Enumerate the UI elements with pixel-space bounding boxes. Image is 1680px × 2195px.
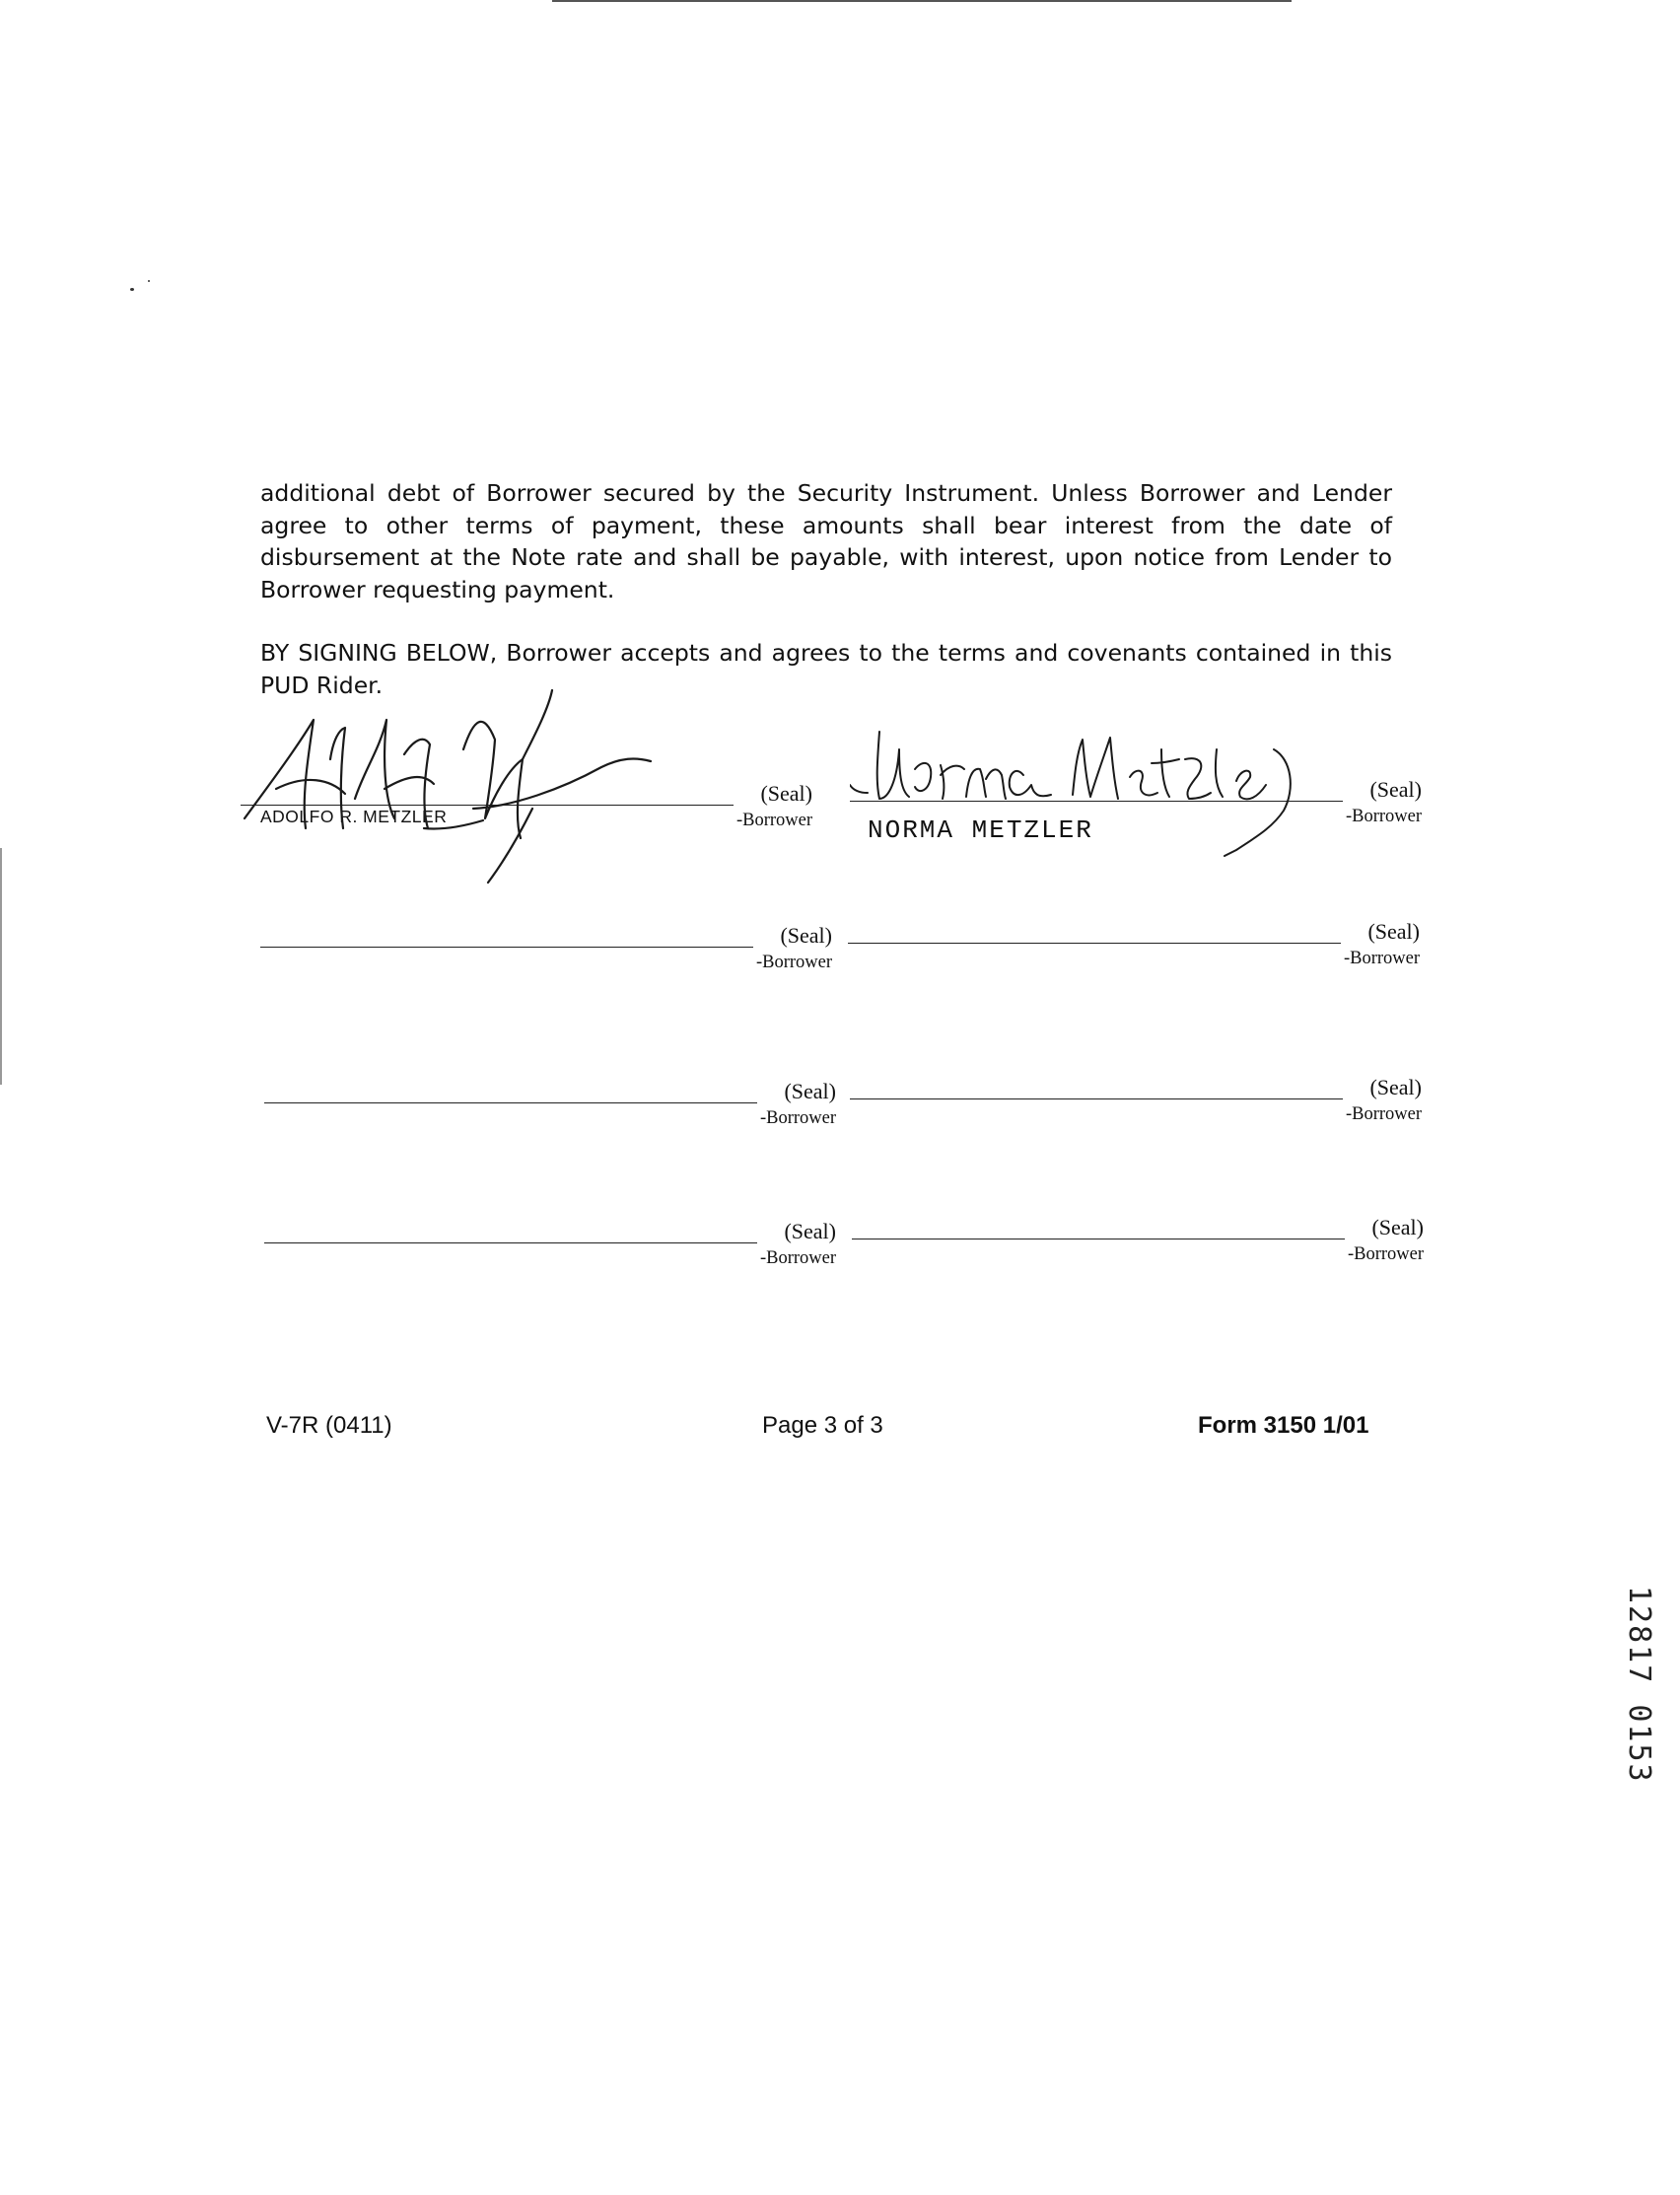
signer-2-typed-name: NORMA METZLER — [868, 815, 1093, 845]
borrower-label: -Borrower — [1345, 807, 1422, 826]
signature-block-4 — [848, 913, 1420, 976]
signature-line — [264, 1242, 757, 1243]
page-number: Page 3 of 3 — [762, 1412, 883, 1439]
signature-line — [264, 1102, 757, 1103]
borrower-label: -Borrower — [759, 1248, 836, 1268]
signature-line — [848, 943, 1341, 944]
form-number: Form 3150 1/01 — [1198, 1412, 1369, 1439]
seal-label: (Seal) — [784, 1079, 836, 1103]
recording-number: 12817 0153 — [1622, 1586, 1656, 1784]
form-code: V-7R (0411) — [266, 1412, 392, 1439]
signature-block-3 — [260, 917, 832, 980]
handwritten-signature-adolfo — [237, 680, 670, 887]
paragraph-signing-statement: BY SIGNING BELOW, Borrower accepts and agrees to the terms and covenants contained in this PUD Rider. — [260, 639, 1392, 699]
paragraph-payment-terms: additional debt of Borrower secured by the Security Instrument. Unless Borrower and Lender agree to other terms of payment, these amounts shall bear interest from the date of disbursement at the Note rate and shall be payable, with interest, upon notice from Lender to Borrower requesting payment. — [260, 479, 1392, 603]
scan-edge — [0, 848, 2, 1085]
signer-1-typed-name: ADOLFO R. METZLER — [260, 807, 448, 826]
seal-label: (Seal) — [760, 781, 812, 806]
seal-label: (Seal) — [1367, 919, 1420, 944]
borrower-label: -Borrower — [1345, 1104, 1422, 1124]
recording-stamp — [1617, 1586, 1660, 1862]
borrower-label: -Borrower — [755, 953, 832, 972]
borrower-label: -Borrower — [1343, 949, 1420, 968]
seal-label: (Seal) — [1369, 777, 1422, 802]
handwritten-signature-norma — [850, 720, 1303, 858]
seal-label: (Seal) — [784, 1219, 836, 1243]
signature-block-7 — [264, 1213, 836, 1276]
seal-label: (Seal) — [1371, 1215, 1424, 1239]
seal-label: (Seal) — [1369, 1075, 1422, 1099]
signature-block-5 — [264, 1073, 836, 1136]
rider-body-text — [260, 477, 1392, 701]
seal-label: (Seal) — [780, 923, 832, 948]
scan-artifact-line — [552, 0, 1292, 2]
scan-speck — [148, 280, 150, 282]
signature-line — [260, 947, 753, 948]
signature-block-8 — [852, 1209, 1424, 1272]
signature-line — [850, 1098, 1343, 1099]
borrower-label: -Borrower — [1347, 1244, 1424, 1264]
scan-speck — [130, 288, 134, 291]
signature-block-6 — [850, 1069, 1422, 1132]
borrower-label: -Borrower — [735, 811, 812, 830]
borrower-label: -Borrower — [759, 1108, 836, 1128]
